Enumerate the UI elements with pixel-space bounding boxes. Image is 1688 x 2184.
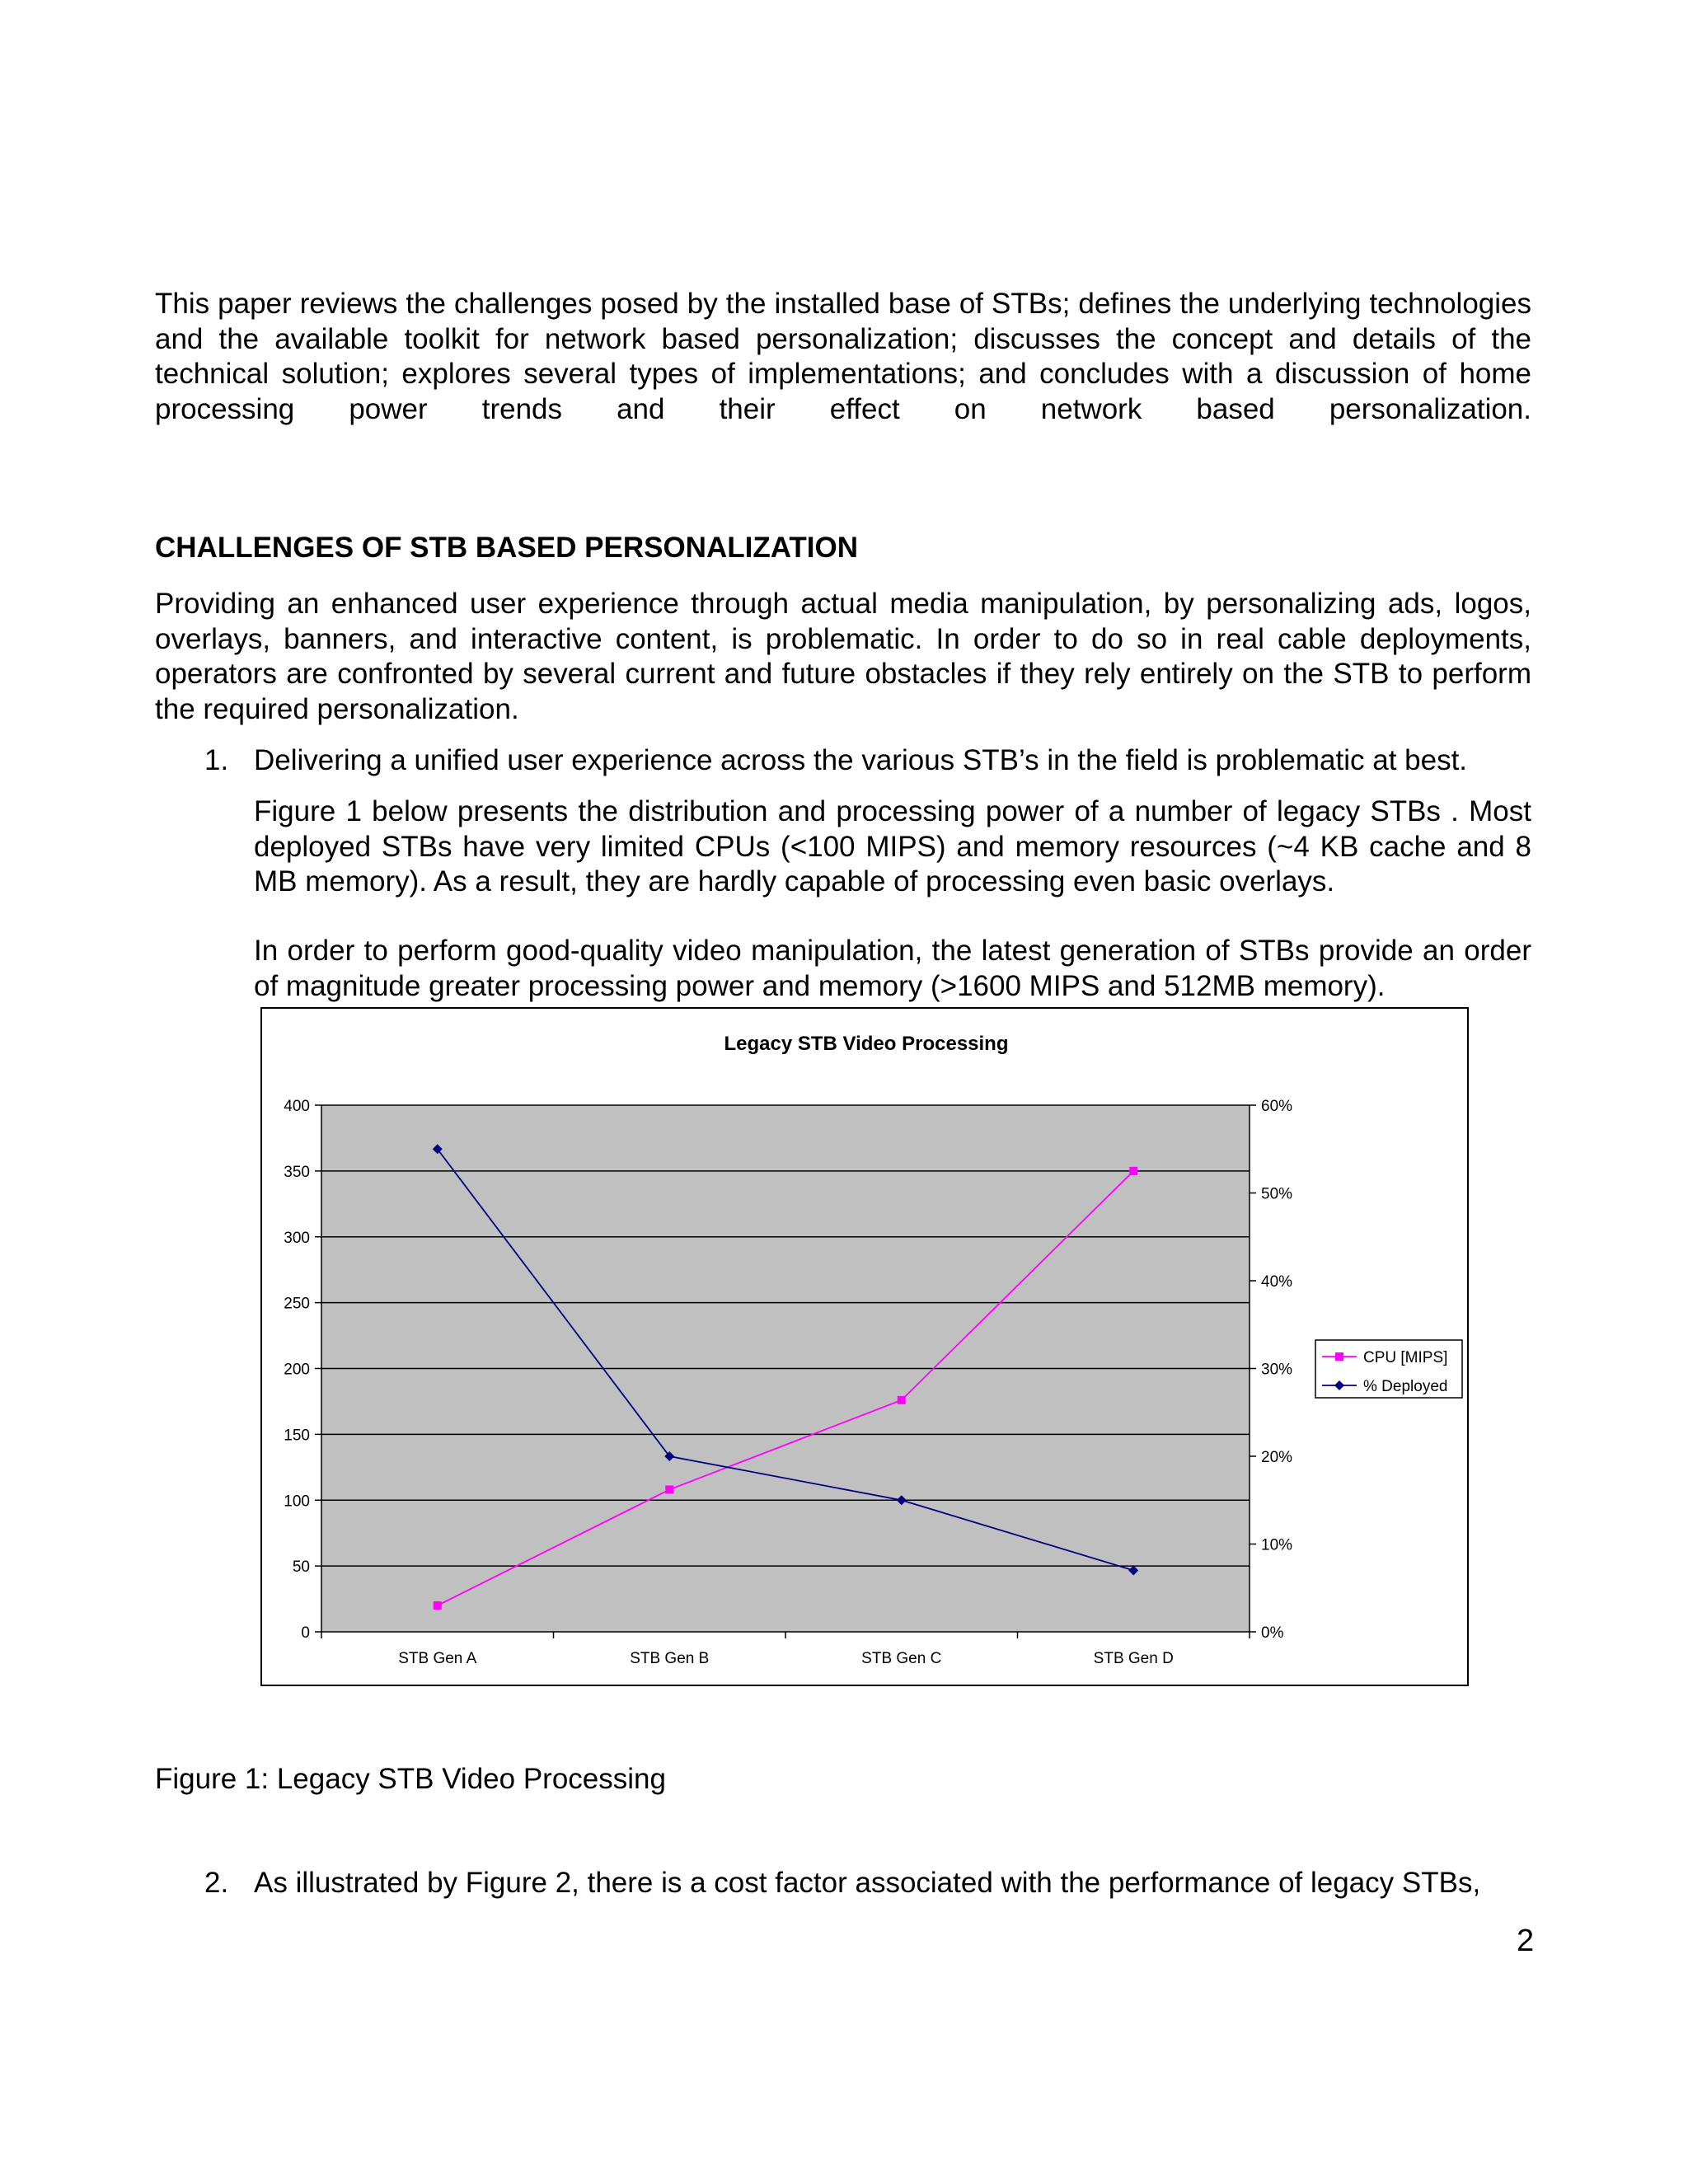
left-axis-tick-label: 100 (284, 1493, 310, 1511)
right-axis-tick-label: 0% (1261, 1624, 1284, 1642)
figure-caption: Figure 1: Legacy STB Video Processing (155, 1763, 666, 1795)
page-number: 2 (1517, 1924, 1535, 1958)
x-axis-category-label: STB Gen B (630, 1650, 710, 1667)
legend-label: CPU [MIPS] (1363, 1349, 1448, 1366)
chart-svg (262, 1009, 1470, 1688)
x-axis-category-label: STB Gen C (861, 1650, 942, 1667)
intro-paragraph: This paper reviews the challenges posed by the installed base of STBs; defines the underlying technologies and the available toolkit for network based personalization; discusses the concept and details of the technical solution; explores several types of implementations; and concludes with a discussion of home processing power trends and their effect on network based personalization. (155, 288, 1531, 425)
left-axis-tick-label: 50 (292, 1558, 310, 1577)
right-axis-tick-label: 30% (1261, 1361, 1293, 1379)
left-axis-tick-label: 400 (284, 1098, 310, 1115)
left-axis-tick-label: 150 (284, 1427, 310, 1445)
right-axis-tick-label: 10% (1261, 1536, 1293, 1554)
data-point-cpu (665, 1485, 673, 1493)
left-axis-tick-label: 200 (284, 1361, 310, 1379)
legend-label: % Deployed (1363, 1378, 1448, 1395)
data-point-cpu (1129, 1167, 1137, 1175)
right-axis-tick-label: 40% (1261, 1273, 1293, 1291)
list-item-1-text: Delivering a unified user experience across the various STB’s in the field is problematic at best. (254, 744, 1468, 776)
section-body: Providing an enhanced user experience through actual media manipulation, by personalizing ads, logos, overlays, banners, and interactive content, is problematic. In order to do so in real cable deployments, operators are confronted by several current and future obstacles if they rely entirely on the STB to perform the required personalization. (155, 588, 1531, 725)
list-item-2-number: 2. (204, 1867, 229, 1899)
x-axis-category-label: STB Gen A (398, 1650, 477, 1667)
chart-title: Legacy STB Video Processing (724, 1033, 1009, 1055)
legend-swatch-marker (1335, 1352, 1343, 1361)
right-axis-tick-label: 20% (1261, 1449, 1293, 1466)
legacy-stb-chart (260, 1007, 1469, 1686)
left-axis-tick-label: 0 (301, 1624, 310, 1642)
list-item-2-text: As illustrated by Figure 2, there is a cost factor associated with the performance of legacy STBs, (254, 1867, 1481, 1899)
left-axis-tick-label: 300 (284, 1229, 310, 1247)
left-axis-tick-label: 250 (284, 1295, 310, 1313)
section-heading: CHALLENGES OF STB BASED PERSONALIZATION (155, 532, 858, 564)
right-axis-tick-label: 50% (1261, 1185, 1293, 1203)
list-item-1-paragraph-2: In order to perform good-quality video manipulation, the latest generation of STBs provide an order of magnitude greater processing power and memory (>1600 MIPS and 512MB memory). (254, 935, 1531, 1002)
right-axis-tick-label: 60% (1261, 1098, 1293, 1115)
list-item-1-number: 1. (204, 744, 229, 776)
list-item-1-paragraph-1: Figure 1 below presents the distribution and processing power of a number of legacy STBs . Most deployed STBs have very limited CPUs (<100 MIPS) and memory resources (~4 KB cache and 8 MB memory). As a result, they are hardly capable of processing even basic overlays. (254, 795, 1531, 898)
x-axis-category-label: STB Gen D (1093, 1650, 1174, 1667)
data-point-cpu (898, 1396, 906, 1404)
data-point-cpu (434, 1601, 442, 1610)
left-axis-tick-label: 350 (284, 1163, 310, 1181)
